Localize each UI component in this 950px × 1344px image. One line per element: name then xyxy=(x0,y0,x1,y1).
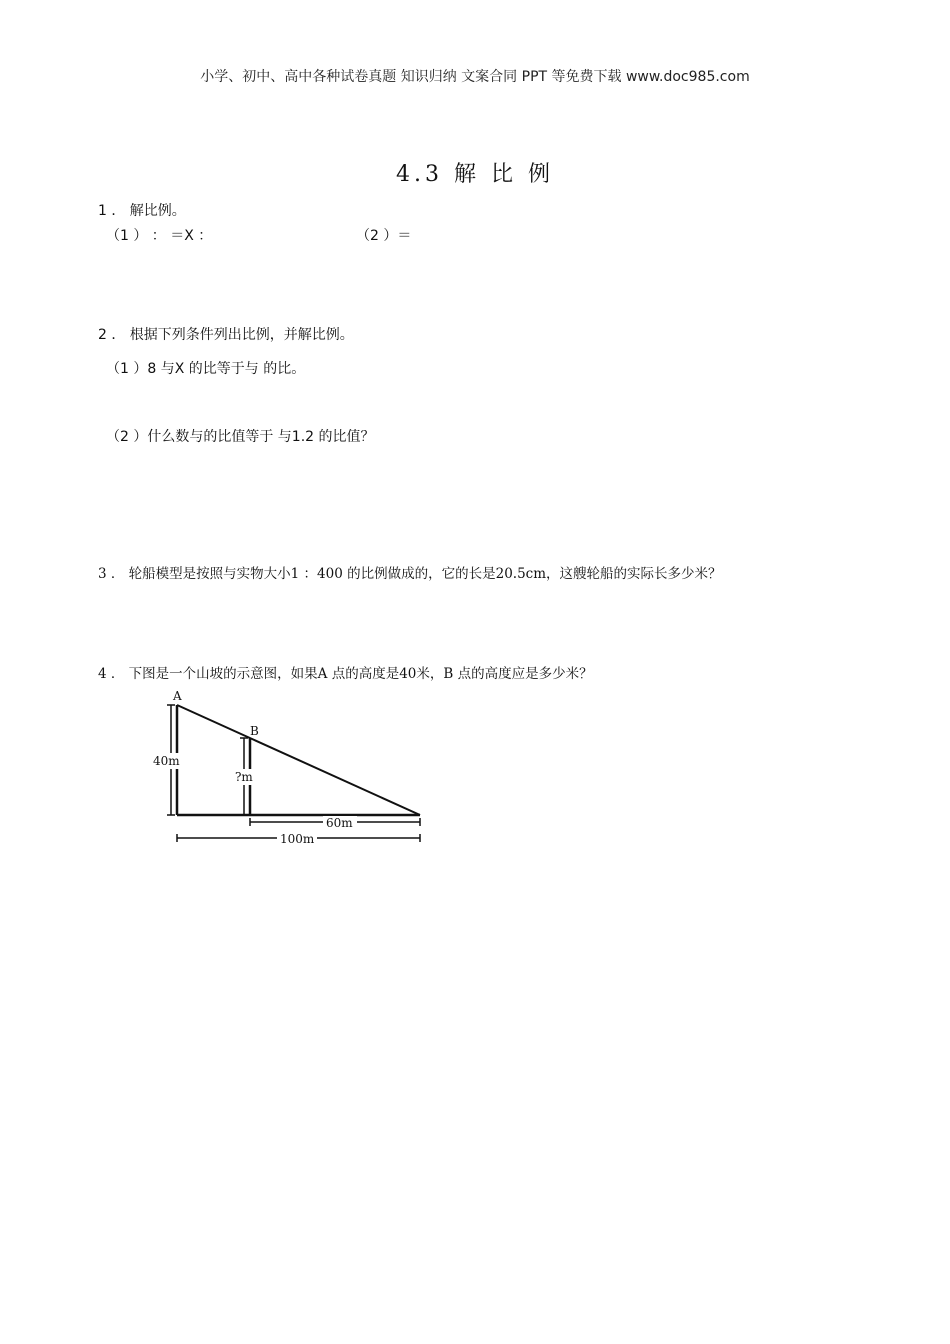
label-100m: 100m xyxy=(280,832,315,846)
slope-line xyxy=(177,705,420,815)
question-2-part-2: （2 ）什么数与的比值等于 与1.2 的比值？ xyxy=(106,429,375,445)
question-1-part-1: （1 ） ： ＝X ： xyxy=(106,228,213,244)
question-2-part-1: （1 ）8 与X 的比等于与 的比。 xyxy=(106,361,306,377)
question-1-part-2: （2 ）＝ xyxy=(356,228,412,244)
label-a: A xyxy=(173,689,182,703)
question-3-stem: 3 ． 轮船模型是按照与实物大小1 ：400 的比例做成的，它的长是20.5cm，这艘轮船的实际长多少米？ xyxy=(98,566,722,582)
label-height-b: ?m xyxy=(235,770,253,784)
page-header: 小学、初中、高中各种试卷真题 知识归纳 文案合同 PPT 等免费下载 www.doc985.com xyxy=(200,69,750,85)
question-4-stem: 4 ． 下图是一个山坡的示意图，如果A 点的高度是40米，B 点的高度应是多少米？ xyxy=(98,666,593,682)
label-60m: 60m xyxy=(326,816,353,830)
slope-diagram xyxy=(140,685,440,855)
label-height-a: 40m xyxy=(153,754,180,768)
label-b: B xyxy=(250,724,259,738)
page-title: 4.3 解 比 例 xyxy=(396,162,554,187)
question-2-stem: 2 ． 根据下列条件列出比例，并解比例。 xyxy=(98,327,354,343)
question-1-stem: 1 ． 解比例。 xyxy=(98,203,186,219)
